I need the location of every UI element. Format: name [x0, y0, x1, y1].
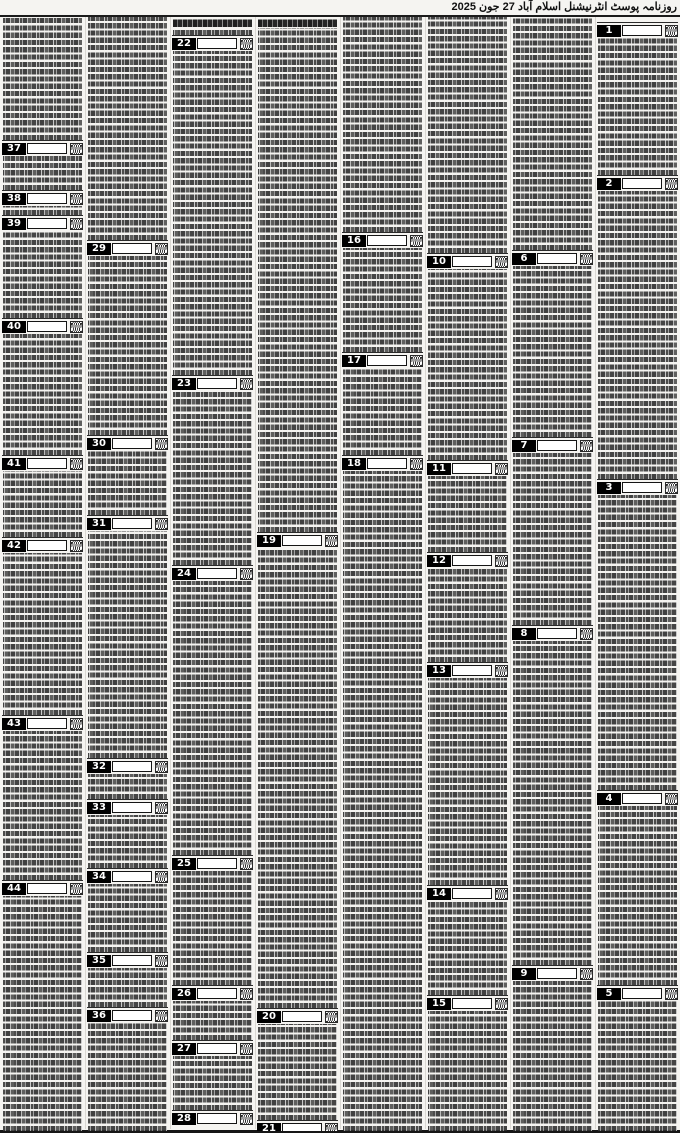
body-text-block — [3, 17, 82, 140]
bold-text-line — [173, 17, 252, 27]
body-text-block — [3, 206, 82, 215]
body-text-block — [88, 1023, 167, 1131]
body-text-block — [88, 256, 167, 435]
column-2 — [87, 17, 168, 1131]
body-text-block — [513, 641, 592, 965]
body-text-block — [428, 568, 507, 662]
item-head-8 — [512, 625, 593, 640]
body-text-block — [3, 231, 82, 318]
body-text-block — [3, 471, 82, 537]
item-number: 15 — [427, 998, 451, 1010]
item-name-box — [27, 218, 67, 229]
item-name-box — [112, 802, 152, 813]
item-marker-icon — [155, 761, 168, 773]
masthead — [0, 0, 680, 17]
item-marker-icon — [240, 1113, 253, 1125]
item-name-box — [622, 988, 662, 999]
item-number: 17 — [342, 355, 366, 367]
item-head-10 — [427, 253, 508, 268]
item-marker-icon — [155, 802, 168, 814]
item-name-box — [27, 321, 67, 332]
item-head-36 — [87, 1007, 168, 1022]
item-name-box — [112, 955, 152, 966]
item-number: 9 — [512, 968, 536, 980]
body-text-block — [258, 548, 337, 1008]
item-marker-icon — [70, 193, 83, 205]
item-number: 11 — [427, 463, 451, 475]
item-head-30 — [87, 435, 168, 450]
body-text-block — [598, 1001, 677, 1131]
item-marker-icon — [155, 518, 168, 530]
item-name-box — [27, 718, 67, 729]
body-text-block — [428, 901, 507, 995]
item-marker-icon — [240, 1043, 253, 1055]
body-text-block — [343, 471, 422, 1131]
item-number: 4 — [597, 793, 621, 805]
item-head-24 — [172, 565, 253, 580]
item-name-box — [27, 883, 67, 894]
bold-text-line — [258, 17, 337, 27]
item-head-6 — [512, 250, 593, 265]
item-number: 44 — [2, 883, 26, 895]
item-head-38 — [2, 190, 83, 205]
body-text-block — [598, 38, 677, 175]
item-head-42 — [2, 537, 83, 552]
item-name-box — [622, 793, 662, 804]
item-name-box — [282, 1123, 322, 1131]
item-marker-icon — [70, 143, 83, 155]
column-separator — [510, 17, 511, 1129]
item-marker-icon — [155, 871, 168, 883]
item-number: 6 — [512, 253, 536, 265]
item-head-25 — [172, 855, 253, 870]
body-text-block — [173, 391, 252, 565]
item-head-43 — [2, 715, 83, 730]
item-marker-icon — [665, 25, 678, 37]
body-text-block — [343, 17, 422, 232]
body-text-block — [3, 156, 82, 190]
item-number: 25 — [172, 858, 196, 870]
item-head-3 — [597, 479, 678, 494]
item-number: 33 — [87, 802, 111, 814]
item-marker-icon — [665, 482, 678, 494]
item-head-22 — [172, 35, 253, 50]
item-name-box — [112, 761, 152, 772]
column-6 — [427, 17, 508, 1131]
item-head-37 — [2, 140, 83, 155]
item-name-box — [27, 458, 67, 469]
body-text-block — [88, 815, 167, 868]
body-text-block — [513, 17, 592, 250]
item-marker-icon — [665, 178, 678, 190]
item-head-44 — [2, 880, 83, 895]
item-name-box — [197, 1113, 237, 1124]
body-text-block — [428, 476, 507, 552]
item-marker-icon — [410, 458, 423, 470]
item-number: 22 — [172, 38, 196, 50]
column-separator — [255, 17, 256, 1129]
item-marker-icon — [240, 38, 253, 50]
item-head-12 — [427, 552, 508, 567]
item-head-32 — [87, 758, 168, 773]
item-name-box — [537, 968, 577, 979]
item-name-box — [112, 518, 152, 529]
item-number: 19 — [257, 535, 281, 547]
item-marker-icon — [155, 243, 168, 255]
item-number: 1 — [597, 25, 621, 37]
body-text-block — [173, 1001, 252, 1040]
body-text-block — [598, 191, 677, 479]
item-head-17 — [342, 352, 423, 367]
item-head-19 — [257, 532, 338, 547]
item-marker-icon — [240, 378, 253, 390]
item-marker-icon — [70, 718, 83, 730]
body-text-block — [88, 17, 167, 240]
column-3 — [172, 17, 253, 1131]
item-head-2 — [597, 175, 678, 190]
item-number: 28 — [172, 1113, 196, 1125]
item-marker-icon — [70, 540, 83, 552]
column-8 — [597, 17, 678, 1131]
item-number: 3 — [597, 482, 621, 494]
body-text-block — [173, 51, 252, 375]
item-number: 39 — [2, 218, 26, 230]
item-number: 18 — [342, 458, 366, 470]
body-text-block — [343, 368, 422, 455]
item-marker-icon — [240, 988, 253, 1000]
item-number: 26 — [172, 988, 196, 1000]
item-number: 43 — [2, 718, 26, 730]
body-text-block — [88, 451, 167, 515]
column-separator — [340, 17, 341, 1129]
item-name-box — [112, 1010, 152, 1021]
item-head-20 — [257, 1008, 338, 1023]
item-marker-icon — [155, 438, 168, 450]
item-marker-icon — [665, 793, 678, 805]
item-head-28 — [172, 1110, 253, 1125]
body-text-block — [88, 968, 167, 1007]
item-head-7 — [512, 437, 593, 452]
column-separator — [425, 17, 426, 1129]
item-name-box — [622, 25, 662, 36]
item-number: 8 — [512, 628, 536, 640]
item-name-box — [197, 568, 237, 579]
item-number: 2 — [597, 178, 621, 190]
body-text-block — [513, 981, 592, 1131]
item-number: 32 — [87, 761, 111, 773]
item-number: 20 — [257, 1011, 281, 1023]
body-text-block — [513, 453, 592, 625]
item-head-21 — [257, 1120, 338, 1131]
body-text-block — [3, 553, 82, 715]
body-text-block — [258, 28, 337, 532]
item-name-box — [197, 378, 237, 389]
item-head-18 — [342, 455, 423, 470]
column-4 — [257, 17, 338, 1131]
item-marker-icon — [70, 321, 83, 333]
item-marker-icon — [580, 440, 593, 452]
item-head-40 — [2, 318, 83, 333]
item-name-box — [367, 458, 407, 469]
item-number: 12 — [427, 555, 451, 567]
item-marker-icon — [495, 998, 508, 1010]
item-number: 40 — [2, 321, 26, 333]
item-name-box — [197, 988, 237, 999]
item-number: 21 — [257, 1123, 281, 1132]
column-separator — [170, 17, 171, 1129]
item-head-33 — [87, 799, 168, 814]
item-number: 41 — [2, 458, 26, 470]
item-number: 23 — [172, 378, 196, 390]
item-number: 35 — [87, 955, 111, 967]
item-number: 34 — [87, 871, 111, 883]
item-name-box — [537, 440, 577, 451]
item-name-box — [452, 998, 492, 1009]
body-text-block — [173, 871, 252, 985]
item-marker-icon — [495, 463, 508, 475]
body-text-block — [3, 896, 82, 1131]
item-number: 38 — [2, 193, 26, 205]
body-text-block — [428, 269, 507, 460]
body-text-block — [88, 884, 167, 952]
item-marker-icon — [155, 955, 168, 967]
column-separator — [595, 17, 596, 1129]
body-text-block — [258, 1024, 337, 1120]
item-name-box — [197, 38, 237, 49]
column-separator — [85, 17, 86, 1129]
item-number: 13 — [427, 665, 451, 677]
column-5 — [342, 17, 423, 1131]
item-name-box — [452, 555, 492, 566]
item-name-box — [197, 1043, 237, 1054]
body-text-block — [428, 678, 507, 885]
item-name-box — [452, 888, 492, 899]
item-marker-icon — [325, 1011, 338, 1023]
item-head-27 — [172, 1040, 253, 1055]
item-number: 42 — [2, 540, 26, 552]
item-head-5 — [597, 985, 678, 1000]
item-marker-icon — [70, 218, 83, 230]
item-number: 30 — [87, 438, 111, 450]
column-7 — [512, 17, 593, 1131]
item-marker-icon — [70, 458, 83, 470]
body-text-block — [428, 17, 507, 253]
item-marker-icon — [70, 883, 83, 895]
item-name-box — [537, 628, 577, 639]
body-text-block — [173, 581, 252, 855]
item-name-box — [27, 143, 67, 154]
item-number: 27 — [172, 1043, 196, 1055]
item-marker-icon — [495, 555, 508, 567]
item-marker-icon — [155, 1010, 168, 1022]
body-text-block — [428, 1011, 507, 1131]
item-number: 36 — [87, 1010, 111, 1022]
item-name-box — [622, 482, 662, 493]
item-head-9 — [512, 965, 593, 980]
item-marker-icon — [240, 858, 253, 870]
item-name-box — [112, 438, 152, 449]
item-marker-icon — [580, 968, 593, 980]
body-text-block — [88, 531, 167, 758]
body-text-block — [3, 334, 82, 455]
item-marker-icon — [580, 253, 593, 265]
item-head-4 — [597, 790, 678, 805]
item-marker-icon — [240, 568, 253, 580]
item-name-box — [197, 858, 237, 869]
item-marker-icon — [410, 355, 423, 367]
item-marker-icon — [325, 1123, 338, 1132]
item-name-box — [282, 1011, 322, 1022]
item-marker-icon — [495, 256, 508, 268]
item-number: 24 — [172, 568, 196, 580]
item-head-31 — [87, 515, 168, 530]
item-number: 7 — [512, 440, 536, 452]
item-head-34 — [87, 868, 168, 883]
item-head-39 — [2, 215, 83, 230]
item-marker-icon — [665, 988, 678, 1000]
body-text-block — [598, 806, 677, 985]
item-number: 31 — [87, 518, 111, 530]
body-text-block — [88, 774, 167, 799]
item-marker-icon — [325, 535, 338, 547]
item-name-box — [27, 193, 67, 204]
item-head-35 — [87, 952, 168, 967]
item-head-15 — [427, 995, 508, 1010]
item-head-16 — [342, 232, 423, 247]
item-number: 16 — [342, 235, 366, 247]
item-number: 10 — [427, 256, 451, 268]
body-text-block — [513, 266, 592, 437]
masthead-title: روزنامہ پوسٹ انٹرنیشنل اسلام آباد 27 جون 2025 — [451, 1, 677, 13]
body-text-block — [173, 1056, 252, 1110]
item-name-box — [622, 178, 662, 189]
item-head-14 — [427, 885, 508, 900]
item-number: 29 — [87, 243, 111, 255]
item-name-box — [112, 243, 152, 254]
body-text-block — [343, 248, 422, 352]
item-name-box — [27, 540, 67, 551]
item-head-11 — [427, 460, 508, 475]
item-name-box — [537, 253, 577, 264]
item-head-26 — [172, 985, 253, 1000]
item-name-box — [452, 665, 492, 676]
item-name-box — [282, 535, 322, 546]
body-text-block — [173, 28, 252, 35]
item-head-23 — [172, 375, 253, 390]
item-marker-icon — [495, 665, 508, 677]
item-marker-icon — [495, 888, 508, 900]
body-text-block — [598, 495, 677, 790]
item-number: 5 — [597, 988, 621, 1000]
item-marker-icon — [580, 628, 593, 640]
item-head-41 — [2, 455, 83, 470]
column-1 — [2, 17, 83, 1131]
item-head-13 — [427, 662, 508, 677]
item-head-1 — [597, 22, 678, 37]
item-head-29 — [87, 240, 168, 255]
item-name-box — [452, 463, 492, 474]
item-name-box — [367, 235, 407, 246]
item-name-box — [452, 256, 492, 267]
item-number: 14 — [427, 888, 451, 900]
item-number: 37 — [2, 143, 26, 155]
item-name-box — [112, 871, 152, 882]
item-marker-icon — [410, 235, 423, 247]
item-name-box — [367, 355, 407, 366]
body-text-block — [3, 731, 82, 880]
